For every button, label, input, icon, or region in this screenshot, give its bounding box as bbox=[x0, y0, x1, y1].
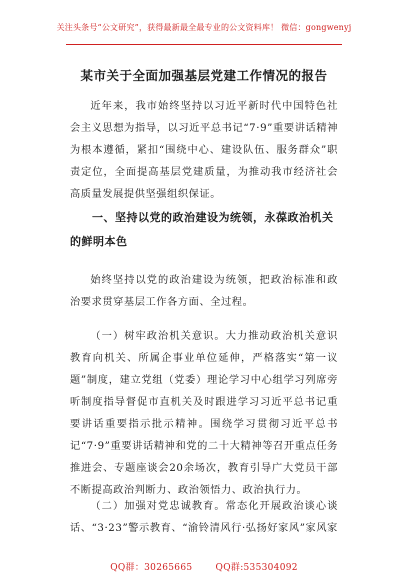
intro-paragraph: 近年来，我市始终坚持以习近平新时代中国特色社会主义思想为指导，以习近平总书记“7·9”重要讲话精神为根本遵循，紧扣“围绕中心、建设队伍、服务群众”职责定位，全面提高基层党建质量，为推动我市经济社会高质量发展提供坚强组织保证。 bbox=[70, 101, 338, 200]
header-note: 关注头条号“公文研究”，获得最新最全最专业的公文资料库！ 微信：gongwenyj bbox=[56, 23, 352, 32]
section-heading: 一、坚持以党的政治建设为统领，永葆政治机关的鲜明本色 bbox=[70, 211, 334, 248]
footer-contact bbox=[0, 560, 408, 573]
item-paragraph-2: （二）加强对党忠诚教育。常态化开展政治谈心谈话、“3·23”警示教育、“渝铃清风行·弘扬好家风”家风家 bbox=[70, 501, 338, 534]
footer-qq-group-2: QQ群:535304092 bbox=[215, 563, 298, 573]
header-divider bbox=[66, 44, 342, 45]
item-paragraph-1: （一）树牢政治机关意识。大力推动政治机关意识教育向机关、所属企事业单位延伸，严格落实“第一议题”制度，建立党组（党委）理论学习中心组学习列席旁听制度指导督促市直机关及时跟进学习习近平总书记重要讲话重要指示批示精神。围绕学习贯彻习近平总书记“7·9”重要讲话精神和党的二十大精神等召开重点任务推进会、专题座谈会20余场次，教育引导广大党员干部不断提高政治判断力、政治领悟力、政治执行力。 bbox=[70, 331, 338, 496]
document-title: 某市关于全面加强基层党建工作情况的报告 bbox=[80, 68, 328, 83]
footer-qq-group-1: QQ群：30265665 bbox=[110, 563, 193, 573]
section-intro-paragraph: 始终坚持以党的政治建设为统领，把政治标准和政治要求贯穿基层工作各方面、全过程。 bbox=[70, 275, 338, 308]
